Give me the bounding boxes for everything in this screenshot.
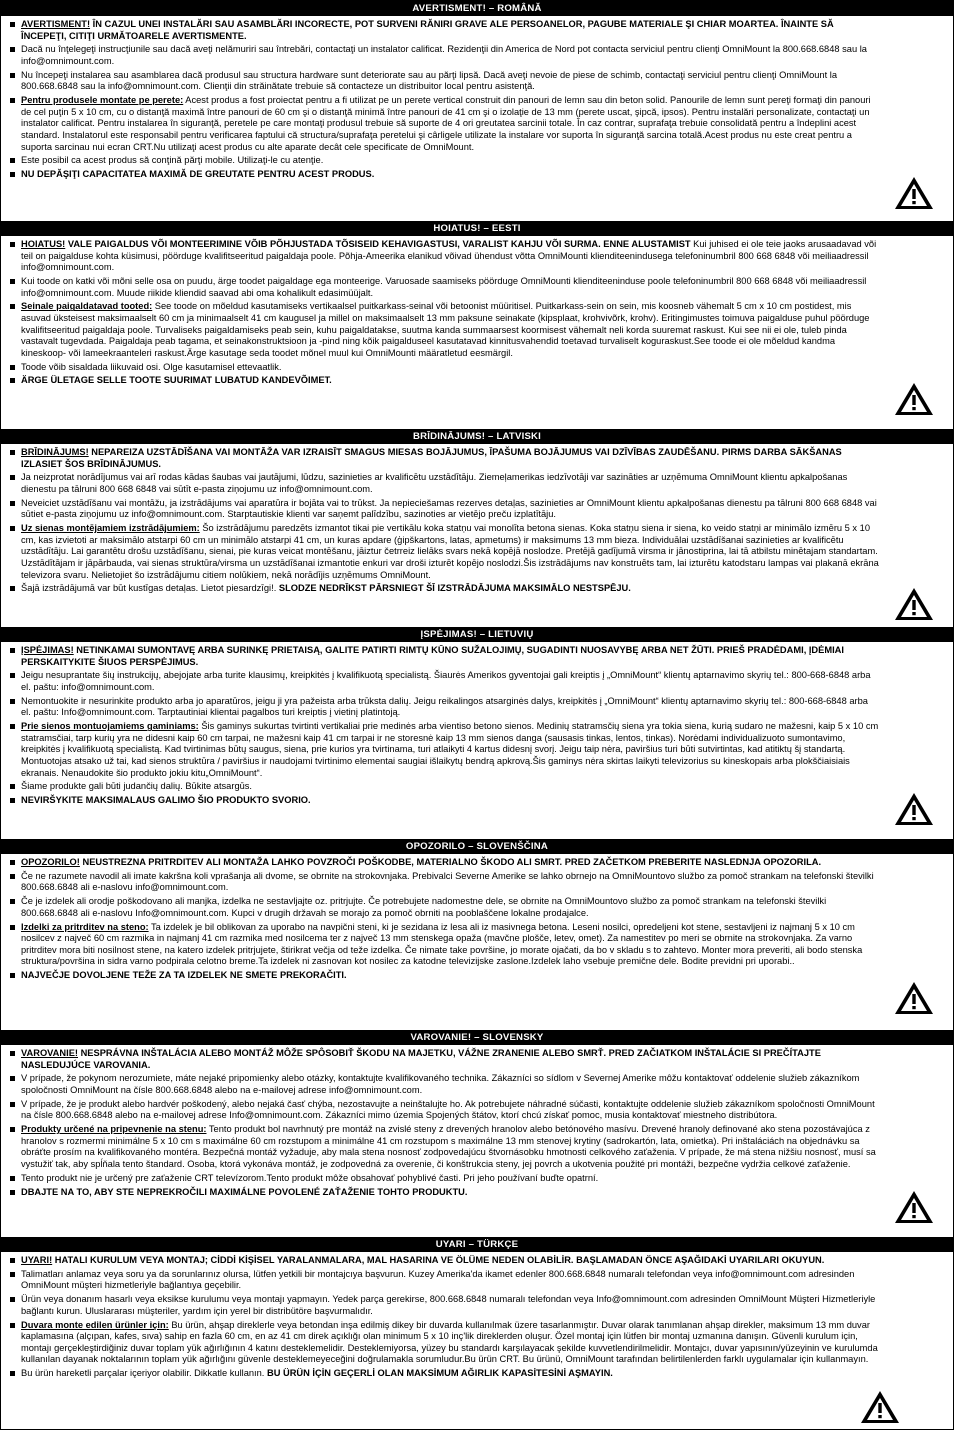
list-item: Ürün veya donanım hasarlı veya eksikse kurulumu veya montajı yapmayın. Yedek parça gerekirse, 800.668.6848 numaralı telefondan veya Info@omnimount.com adresinden OmniMount Müşteri Hizmetleriyle bağlantı kurun. Uluslararası müşteriler, yardım için yerel bir distribütöre başvurmalıdır. [9, 1294, 879, 1317]
list-item: V prípade, že pokynom nerozumiete, máte nejaké pripomienky alebo otázky, kontaktujte kvalifikovaného technika. Zákazníci so sídlom v Severnej Amerike môžu kontaktovať oddelenie služieb zákazníkom spoločnosti OmniMount na čísle 800.668.6848 alebo na e-mailovej adrese info@omnimount.com. [9, 1073, 879, 1096]
list-item: Uz sienas montējamiem izstrādājumiem: Šo izstrādājumu paredzēts izmantot tikai pie vertikālu koka statņu vai monolīta betona sienas. Koka statņu siena ir siena, ko veido statņi ar minimālo izmēru 5 x 10 cm, kas izvietoti ar maksimālo atstarpi 60 cm un minimālo atstarpi 41 cm, un kuras apdare (ģipškartons, latas, apmetums) ir maksimums 13 mm bieza. Individuālai uzstādīšanai sazinieties ar kvalificētu uzstādītāju. Lai garantētu drošu uzstādīšanu, sienai, pie kuras veicat montēšanu, jāiztur četrreiz lielāks svars nekā kopējā noslodze. Pretējā gadījumā virsma ir jānostiprina, lai tā atbilstu minētajam standartam. Uzstādītājam ir jāpārbauda, vai sienas struktūra/virsma un uzstādīšanai izmantotie enkuri var droši izturēt kopējo noslodzi.Šis izstrādājums nav konstruēts tam, lai izturētu katodstaru lampas vai plakanā ekrāna televizora svaru. Nelietojiet šo izstrādājumu citiem nolūkiem, nekā norādījis uzņēmums OmniMount. [9, 523, 879, 581]
section-estonian [1, 221, 953, 421]
list-item: NU DEPĂŞIŢI CAPACITATEA MAXIMĂ DE GREUTATE PENTRU ACEST PRODUS. [9, 169, 879, 181]
warning-triangle-icon [893, 586, 935, 622]
section-romanian [1, 1, 953, 215]
list-item: Neveiciet uzstādīšanu vai montāžu, ja izstrādājums vai aparatūra ir bojāta vai to trūkst. Ja nepieciešamas rezerves detaļas, sazinieties ar OmniMount klientu apkalpošanas dienestu pa tālruni 800 668 6848 vai sūtiet e-pasta ziņojumu uz info@omnimount.com. Starptautiskie klienti var saņemt palīdzību, sazinoties ar vietējo preču izplatītāju. [9, 498, 879, 521]
section-turkish [1, 1237, 953, 1429]
list-item: BRĪDINĀJUMS! NEPAREIZA UZSTĀDĪŠANA VAI MONTĀŽA VAR IZRAISĪT SMAGUS MIESAS BOJĀJUMUS, ĪPAŠUMA BOJĀJUMUS VAI DZĪVĪBAS ZAUDĒŠANU. PIRMS DARBA SĀKŠANAS IZLASIET ŠOS BRĪDINĀJUMUS. [9, 447, 879, 470]
list-item: OPOZORILO! NEUSTREZNA PRITRDITEV ALI MONTAŽA LAHKO POVZROČI POŠKODBE, MATERIALNO ŠKODO ALI SMRT. PRED ZAČETKOM PREBERITE NASLEDNJA OPOZORILA. [9, 857, 879, 869]
list-item: Nu începeţi instalarea sau asamblarea dacă produsul sau structura hardware sunt deteriorate sau au părţi lipsă. Dacă aveţi nevoie de piese de schimb, contactaţi serviciul pentru clienţi OmniMount la 800.668.6848 sau la info@omnimount.com. Clienţii din străinătate trebuie să contacteze un distribuitor local pentru asistenţă. [9, 70, 879, 93]
section-header: BRĪDINĀJUMS! – LATVISKI [1, 429, 953, 444]
list-item: Če je izdelek ali orodje poškodovano ali manjka, izdelka ne sestavljajte oz. pritrjujte. Če potrebujete nadomestne dele, se obrnite na OmniMountovo službo za pomoč strankam na telefonski številki 800.668.6848 ali e-naslovu Info@omnimount.com. Kupci v drugih državah se morajo za pomoč obrniti na pooblaščene lokalne prodajalce. [9, 896, 879, 919]
list-item: Šiame produkte gali būti judančių dalių. Būkite atsargūs. [9, 781, 879, 793]
section-header: HOIATUS! – EESTI [1, 221, 953, 236]
list-item: Prie sienos montuojamiems gaminiams: Šis gaminys sukurtas tvirtinti vertikaliai prie medinės arba vientiso betono sienos. Medinių statramsčių siena yra tokia siena, kurią sudaro ne mažesni, kaip 5 x 10 cm statramsčiai, tarp kurių yra ne didesni kaip 60 cm tarpai, ne mažesni kaip 41 cm tarpai ir ne storesnė kaip 13 mm sienos danga (sausasis tinkas, lentos, tinkas). Norėdami individualizuoto sumontavimo, kreipkitės į kvalifikuotą specialistą. Kad tvirtinimas būtų saugus, siena, prie kurios yra tvirtinama, turi atlaikyti 4 kartus didesnį svorį. Jeigu taip nėra, paviršius turi būti sutvirtintas, kad atitiktų šį standartą. Montuotojas atsako už tai, kad sienos struktūra / paviršius ir naudojami tvirtinimo elementai saugiai išlaikytų bendrą apkrovą.Šis gaminys nėra skirtas laikyti televizorius su kineskopais arba plokščiaisiais ekranais. Nenaudokite šio produkto jokiu kitu„OmniMount“. [9, 721, 879, 779]
list-item: Izdelki za pritrditev na steno: Ta izdelek je bil oblikovan za uporabo na navpični steni, ki je sezidana iz lesa ali iz masivnega betona. Leseni nosilci, opredeljeni kot stene, sestavljeni iz najmanj 5 x 10 cm nosilcev z največ 60 cm razmika in najmanj 41 cm razmika med nosilcema ter z največ 13 mm stenskega opaža (mavčne plošče, letev, omet). Za namestitev po meri se obrnite na strokovnjaka. Za varno pritrditev mora biti nosilnost stene, na katero izdelek pritrjujete, štirikrat večja od teže izdelka. Če nimate take površine, jo morate ojačati, da bo v skladu s to zahtevo. Monter mora preveriti, ali bodo stenska struktura/površina in sidra varno podpirala celotno breme.Ta izdelek ni zasnovan kot nosilec za katodne televizijske zaslone.Izdelek laho vsebuje premične dele. Bodite previdni pri uporabi.. [9, 922, 879, 968]
list-item: AVERTISMENT! ÎN CAZUL UNEI INSTALĂRI SAU ASAMBLĂRI INCORECTE, POT SURVENI RĂNIRI GRAVE ALE PERSOANELOR, PAGUBE MATERIALE ŞI CHIAR MOARTEA. ÎNAINTE SĂ ÎNCEPEŢI, CITIŢI URMĂTOARELE AVERTISMENTE. [9, 19, 879, 42]
list-item: VAROVANIE! NESPRÁVNA INŠTALÁCIA ALEBO MONTÁŽ MÔŽE SPÔSOBIŤ ŠKODU NA MAJETKU, VÁŽNE ZRANENIE ALEBO SMRŤ. PRED ZAČIATKOM INŠTALÁCIE SI PREČÍTAJTE NASLEDUJÚCE VAROVANIA. [9, 1048, 879, 1071]
section-header: VAROVANIE! – SLOVENSKY [1, 1030, 953, 1045]
list-item: Če ne razumete navodil ali imate kakršna koli vprašanja ali dvome, se obrnite na strokovnjaka. Prebivalci Severne Amerike se lahko obrnejo na OmniMountovo službo za pomoč strankam na telefonski številki 800.668.6848 ali e-naslovu info@omnimount.com. [9, 871, 879, 894]
warning-list [9, 239, 879, 387]
warning-triangle-icon [893, 175, 935, 211]
section-slovenian [1, 839, 953, 1019]
section-lithuanian [1, 627, 953, 837]
list-item: DBAJTE NA TO, ABY STE NEPREKROČILI MAXIMÁLNE POVOLENÉ ZAŤAŽENIE TOHTO PRODUKTU. [9, 1187, 879, 1199]
list-item: Toode võib sisaldada liikuvaid osi. Olge kasutamisel ettevaatlik. [9, 362, 879, 374]
list-item: Kui toode on katki või mõni selle osa on puudu, ärge toodet paigaldage ega monteerige. Varuosade saamiseks pöörduge OmniMounti klienditeeninduse poole telefoninumbril 800 668 6848 või meiliaadressil info@omnimount.com. Muude riikide kliendid saavad abi oma kohalikult edasimüüjalt. [9, 276, 879, 299]
warning-triangle-icon [893, 1189, 935, 1225]
warning-list [9, 1255, 879, 1380]
list-item: Bu ürün hareketli parçalar içeriyor olabilir. Dikkatle kullanın. BU ÜRÜN İÇİN GEÇERLİ OLAN MAKSİMUM AĞIRLIK KAPASİTESİNİ AŞMAYIN. [9, 1368, 879, 1380]
warning-list [9, 1048, 879, 1198]
warning-list [9, 447, 879, 595]
section-header: OPOZORILO – SLOVENŠČINA [1, 839, 953, 854]
warning-triangle-icon [859, 1389, 901, 1425]
list-item: Nemontuokite ir nesurinkite produkto arba jo aparatūros, jeigu ji yra pažeista arba trūksta dalių. Jeigu reikalingos atsarginės dalys, kreipkitės į „OmniMount“ klientų aptarnavimo skyrių tel.: 800-668-6848 arba el. paštu: Info@omnimount.com. Tarptautiniai klientai pagalbos turi kreiptis į vietinį platintoją. [9, 696, 879, 719]
warning-list [9, 19, 879, 181]
section-header: AVERTISMENT! – ROMÂNĂ [1, 1, 953, 16]
list-item: Pentru produsele montate pe perete: Acest produs a fost proiectat pentru a fi utilizat pe un perete vertical construit din panouri de lemn sau din beton solid. Panourile de lemn sunt pereţi formaţi din panouri de cel puţin 5 x 10 cm, cu o distanţă maximă între panouri de 60 cm şi o distanţă minimă între panouri de 41 cm şi o izolaţie de 13 mm (perete uscat, şipcă, ipsos). Pentru instalări personalizate, contactaţi un instalator calificat. Pentru instalarea în siguranţă, peretele pe care montaţi produsul trebuie să suporte de 4 ori greutatea sarcinii totale. În caz contrar, suprafaţa trebuie consolidată pentru a îndeplini acest standard. Instalatorul este responsabil pentru verificarea faptului că structura/suprafaţa peretelui şi cârligele utilizate la instalare vor suporta în siguranţă sarcina totală.Acest produs nu este creat pentru a suporta sarcinau nui ecran CRT.Nu utilizaţi acest produs cu alte aparate decât cele specificate de OmniMount. [9, 95, 879, 153]
warning-triangle-icon [893, 980, 935, 1016]
warning-list [9, 645, 879, 807]
list-item: Seinale paigaldatavad tooted: See toode on mõeldud kasutamiseks vertikaalsel puitkarkass-seinal või betoonist müüritisel. Puitkarkass-sein on sein, mis koosneb vähemalt 5 cm x 10 cm postidest, mis asuvad üksteisest maksimaalselt 60 cm ja minimaalselt 41 cm kaugusel ja millel on maksimaalselt 13 mm paksune seinakate (kipsplaat, krohvivõrk, krohv). Eritingimustes toimuva paigalduse puhul pöörduge kvalifitseeritud paigaldaja poole. Turvaliseks paigaldamiseks peab sein, kuhu paigaldatakse, suutma kanda summaarsest koormisest vähemalt neli korda suuremat raskust. Kui see nii ei ole, tuleb pinda vastavalt tugevdada. Paigaldaja peab tagama, et seinakonstruktsioon ja -pind ning kõik paigalduseel kasutatavad kinnitusvahendid toetavad turvaliselt koguraskust.See toode ei ole mõeldud kandma kineskoop- või lameekraanteleri raskust.Ärge kasutage seda toodet mõnel muul kui OmniMounti määratletud eesmärgil. [9, 301, 879, 359]
list-item: HOIATUS! VALE PAIGALDUS VÕI MONTEERIMINE VÕIB PÕHJUSTADA TÕSISEID KEHAVIGASTUSI, VARALIST KAHJU VÕI SURMA. ENNE ALUSTAMIST Kui juhised ei ole teie jaoks arusaadavad või teil on paigalduse kohta küsimusi, pöörduge kvalifitseeritud paigaldaja poole. Põhja-Ameerika elanikud võivad ühendust võtta OmniMounti klienditeenindusega telefoninumbril 800 668 6848 või meiliaadressil info@omnimount.com. [9, 239, 879, 274]
list-item: V prípade, že je produkt alebo hardvér poškodený, alebo nejaká časť chýba, nezostavujte a neinštalujte ho. Ak potrebujete náhradné súčasti, kontaktujte oddelenie služieb zákazníkom spoločnosti OmniMount na čísle 800.668.6848 alebo na e-mailovej adrese Info@omnimount.com. Zákazníci mimo územia Spojených štátov, ktorí chcú získať pomoc, musia kontaktovať miestneho distribútora. [9, 1099, 879, 1122]
section-header: UYARI – TÜRKÇE [1, 1237, 953, 1252]
list-item: Šajā izstrādājumā var būt kustīgas detaļas. Lietot piesardzīgi!. SLODZE NEDRĪKST PĀRSNIEGT ŠĪ IZSTRĀDĀJUMA MAKSIMĀLO NESTSPĒJU. [9, 583, 879, 595]
list-item: Talimatları anlamaz veya soru ya da sorunlarınız olursa, lütfen yetkili bir montajcıya başvurun. Kuzey Amerika'da ikamet edenler 800.668.6848 numaralı telefondan veya info@omnimount.com adresinden OmniMount müşteri hizmetleriyle bağlantıya geçebilir. [9, 1269, 879, 1292]
warning-list [9, 857, 879, 982]
warning-triangle-icon [893, 791, 935, 827]
list-item: UYARI! HATALI KURULUM VEYA MONTAJ; CİDDİ KİŞİSEL YARALANMALARA, MAL HASARINA VE ÖLÜME NEDEN OLABİLİR. BAŞLAMADAN ÖNCE AŞAĞIDAKİ UYARILARI OKUYUN. [9, 1255, 879, 1267]
list-item: NAJVEČJE DOVOLJENE TEŽE ZA TA IZDELEK NE SMETE PREKORAČITI. [9, 970, 879, 982]
warning-triangle-icon [893, 381, 935, 417]
section-slovak [1, 1030, 953, 1230]
list-item: Jeigu nesuprantate šių instrukcijų, abejojate arba turite klausimų, kreipkitės į kvalifikuotą specialistą. Šiaurės Amerikos gyventojai gali kreiptis į „OmniMount“ klientų aptarnavimo skyrių tel.: 800-668-6848 arba el. paštu: info@omnimount.com. [9, 670, 879, 693]
list-item: ĮSPĖJIMAS! NETINKAMAI SUMONTAVĘ ARBA SURINKĘ PRIETAISĄ, GALITE PATIRTI RIMTŲ KŪNO SUŽALOJIMŲ, SUGADINTI NUOSAVYBĘ ARBA NET ŽŪTI. PRIEŠ PRADĖDAMI, ĮDĖMIAI PERSKAITYKITE ŠIUOS PERSPĖJIMUS. [9, 645, 879, 668]
section-header: ĮSPĖJIMAS! – LIETUVIŲ [1, 627, 953, 642]
list-item: Duvara monte edilen ürünler için: Bu ürün, ahşap direklerle veya betondan inşa edilmiş dikey bir duvarda kullanılmak üzere tasarlanmıştır. Duvar olarak tanımlanan ahşap direkler, maksimum 13 mm duvar kaplamasına (alçıpan, kafes, sıva) sahip en fazla 60 cm, en az 41 cm direk açıklığı olan minimum 5 x 10 inç'lik direklerden oluşur. Özel montaj için lütfen bir montaj uzmanına danışın. Güvenli kurulum için, montajı gerçekleştirdiğiniz duvar toplam yük ağırlığının 4 katını desteklemelidir. Desteklemiyorsa, yüzey bu standardı karşılayacak şekilde kuvvetlendirilmelidir. Montajcı, duvar yapısının/yüzeyinin ve kurulumda kullanılan dayanak noktalarının toplam yük ağırlığını güvenle desteklemeyeceğini doğrulamakla sorumludur.Bu ürün CRT. Bu ürünü, OmniMount tarafından belirtilenlerden farklı uygulamalar için kullanmayın. [9, 1320, 879, 1366]
list-item: Produkty určené na pripevnenie na stenu: Tento produkt bol navrhnutý pre montáž na zvislé steny z drevených hranolov alebo betónového masívu. Drevené hranoly definované ako stena pozostávajúca z hranolov s rozmermi minimálne 5 x 10 cm s maximálne 60 cm rozstupom a minimálne 41 cm rozstupom s maximálne 13 mm stenovej krytiny (sadrokartón, lata, omietka). Pri inštaláciách na objednávku sa obráťte prosím na kvalifikovaného montéra. Bezpečná montáž vyžaduje, aby mala stena nosnosť zodpovedajúcu štvornásobku hmotnosti celkového zaťaženia. V prípade, že má stena nižšiu nosnosť, musí sa vystužiť tak, aby spĺňala tento štandard. Osoba, ktorá vykonáva montáž, je zodpovedná za overenie, či konštrukcia steny, jej povrch a ukotvenia použité pri montáži, bezpečne vydržia celkové zaťaženie. [9, 1124, 879, 1170]
list-item: Tento produkt nie je určený pre zaťaženie CRT televízorom.Tento produkt môže obsahovať pohyblivé časti. Pri jeho používaní buďte opatrní. [9, 1173, 879, 1185]
list-item: NEVIRŠYKITE MAKSIMALAUS GALIMO ŠIO PRODUKTO SVORIO. [9, 795, 879, 807]
section-latvian [1, 429, 953, 625]
list-item: Ja neizprotat norādījumus vai arī rodas kādas šaubas vai jautājumi, lūdzu, sazinieties ar kvalificētu uzstādītāju. Ziemeļamerikas iedzīvotāji var sazināties ar uzņēmuma OmniMount klientu apkalpošanas dienestu pa tālruni 800 668 6848 vai sūtīt e-pasta ziņojumu uz info@omnimount.com. [9, 472, 879, 495]
list-item: Dacă nu înţelegeţi instrucţiunile sau dacă aveţi nelămuriri sau întrebări, contactaţi un instalator calificat. Rezidenţii din America de Nord pot contacta serviciul pentru clienţi OmniMount la 800.668.6848 sau la info@omnimount.com. [9, 44, 879, 67]
list-item: Este posibil ca acest produs să conţină părţi mobile. Utilizaţi-le cu atenţie. [9, 155, 879, 167]
list-item: ÄRGE ÜLETAGE SELLE TOOTE SUURIMAT LUBATUD KANDEVÕIMET. [9, 375, 879, 387]
